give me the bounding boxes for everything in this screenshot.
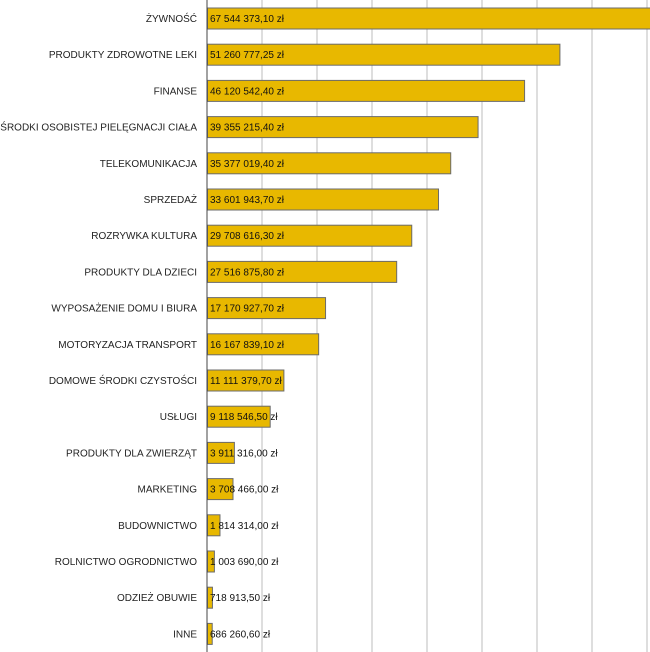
category-label: BUDOWNICTWO — [118, 520, 197, 532]
category-label: ŚRODKI OSOBISTEJ PIELĘGNACJI CIAŁA — [0, 122, 197, 134]
value-label: 33 601 943,70 zł — [210, 195, 284, 206]
value-label: 1 003 690,00 zł — [210, 557, 279, 568]
value-label: 27 516 875,80 zł — [210, 267, 284, 279]
category-label: ŻYWNOŚĆ — [145, 14, 197, 25]
category-label: SPRZEDAŻ — [143, 195, 197, 206]
category-label: DOMOWE ŚRODKI CZYSTOŚCI — [48, 376, 197, 387]
category-label: USŁUGI — [159, 412, 197, 424]
value-label: 718 913,50 zł — [210, 593, 271, 605]
category-label: MOTORYZACJA TRANSPORT — [58, 339, 197, 351]
value-label: 51 260 777,25 zł — [210, 50, 284, 62]
category-label: ROZRYWKA KULTURA — [91, 231, 197, 243]
value-label: 17 170 927,70 zł — [210, 303, 284, 315]
value-label: 35 377 019,40 zł — [210, 158, 284, 170]
value-label: 3 911 316,00 zł — [210, 448, 278, 460]
value-labels — [210, 14, 285, 640]
value-label: 46 120 542,40 zł — [210, 86, 284, 98]
category-label: PRODUKTY DLA DZIECI — [84, 267, 197, 279]
category-label: FINANSE — [153, 86, 197, 98]
category-label: ROLNICTWO OGRODNICTWO — [54, 557, 197, 568]
category-label: WYPOSAŻENIE DOMU I BIURA — [51, 303, 197, 315]
value-label: 3 708 466,00 zł — [210, 484, 279, 496]
category-label: MARKETING — [137, 484, 197, 496]
value-label: 29 708 616,30 zł — [210, 231, 284, 243]
value-label: 39 355 215,40 zł — [210, 122, 284, 134]
value-label: 9 118 546,50 zł — [210, 412, 278, 424]
value-label: 67 544 373,10 zł — [210, 14, 284, 25]
category-label: INNE — [173, 629, 197, 641]
bars — [208, 8, 650, 644]
category-labels — [0, 12, 197, 640]
category-label: TELEKOMUNIKACJA — [99, 158, 197, 170]
value-label: 16 167 839,10 zł — [210, 339, 284, 351]
category-label: PRODUKTY DLA ZWIERZĄT — [66, 448, 197, 460]
category-label: PRODUKTY ZDROWOTNE LEKI — [48, 50, 197, 62]
category-label: ODZIEŻ OBUWIE — [117, 593, 197, 605]
value-label: 686 260,60 zł — [210, 629, 271, 641]
value-label: 1 814 314,00 zł — [210, 520, 279, 532]
value-label: 11 111 379,70 zł — [210, 376, 282, 387]
